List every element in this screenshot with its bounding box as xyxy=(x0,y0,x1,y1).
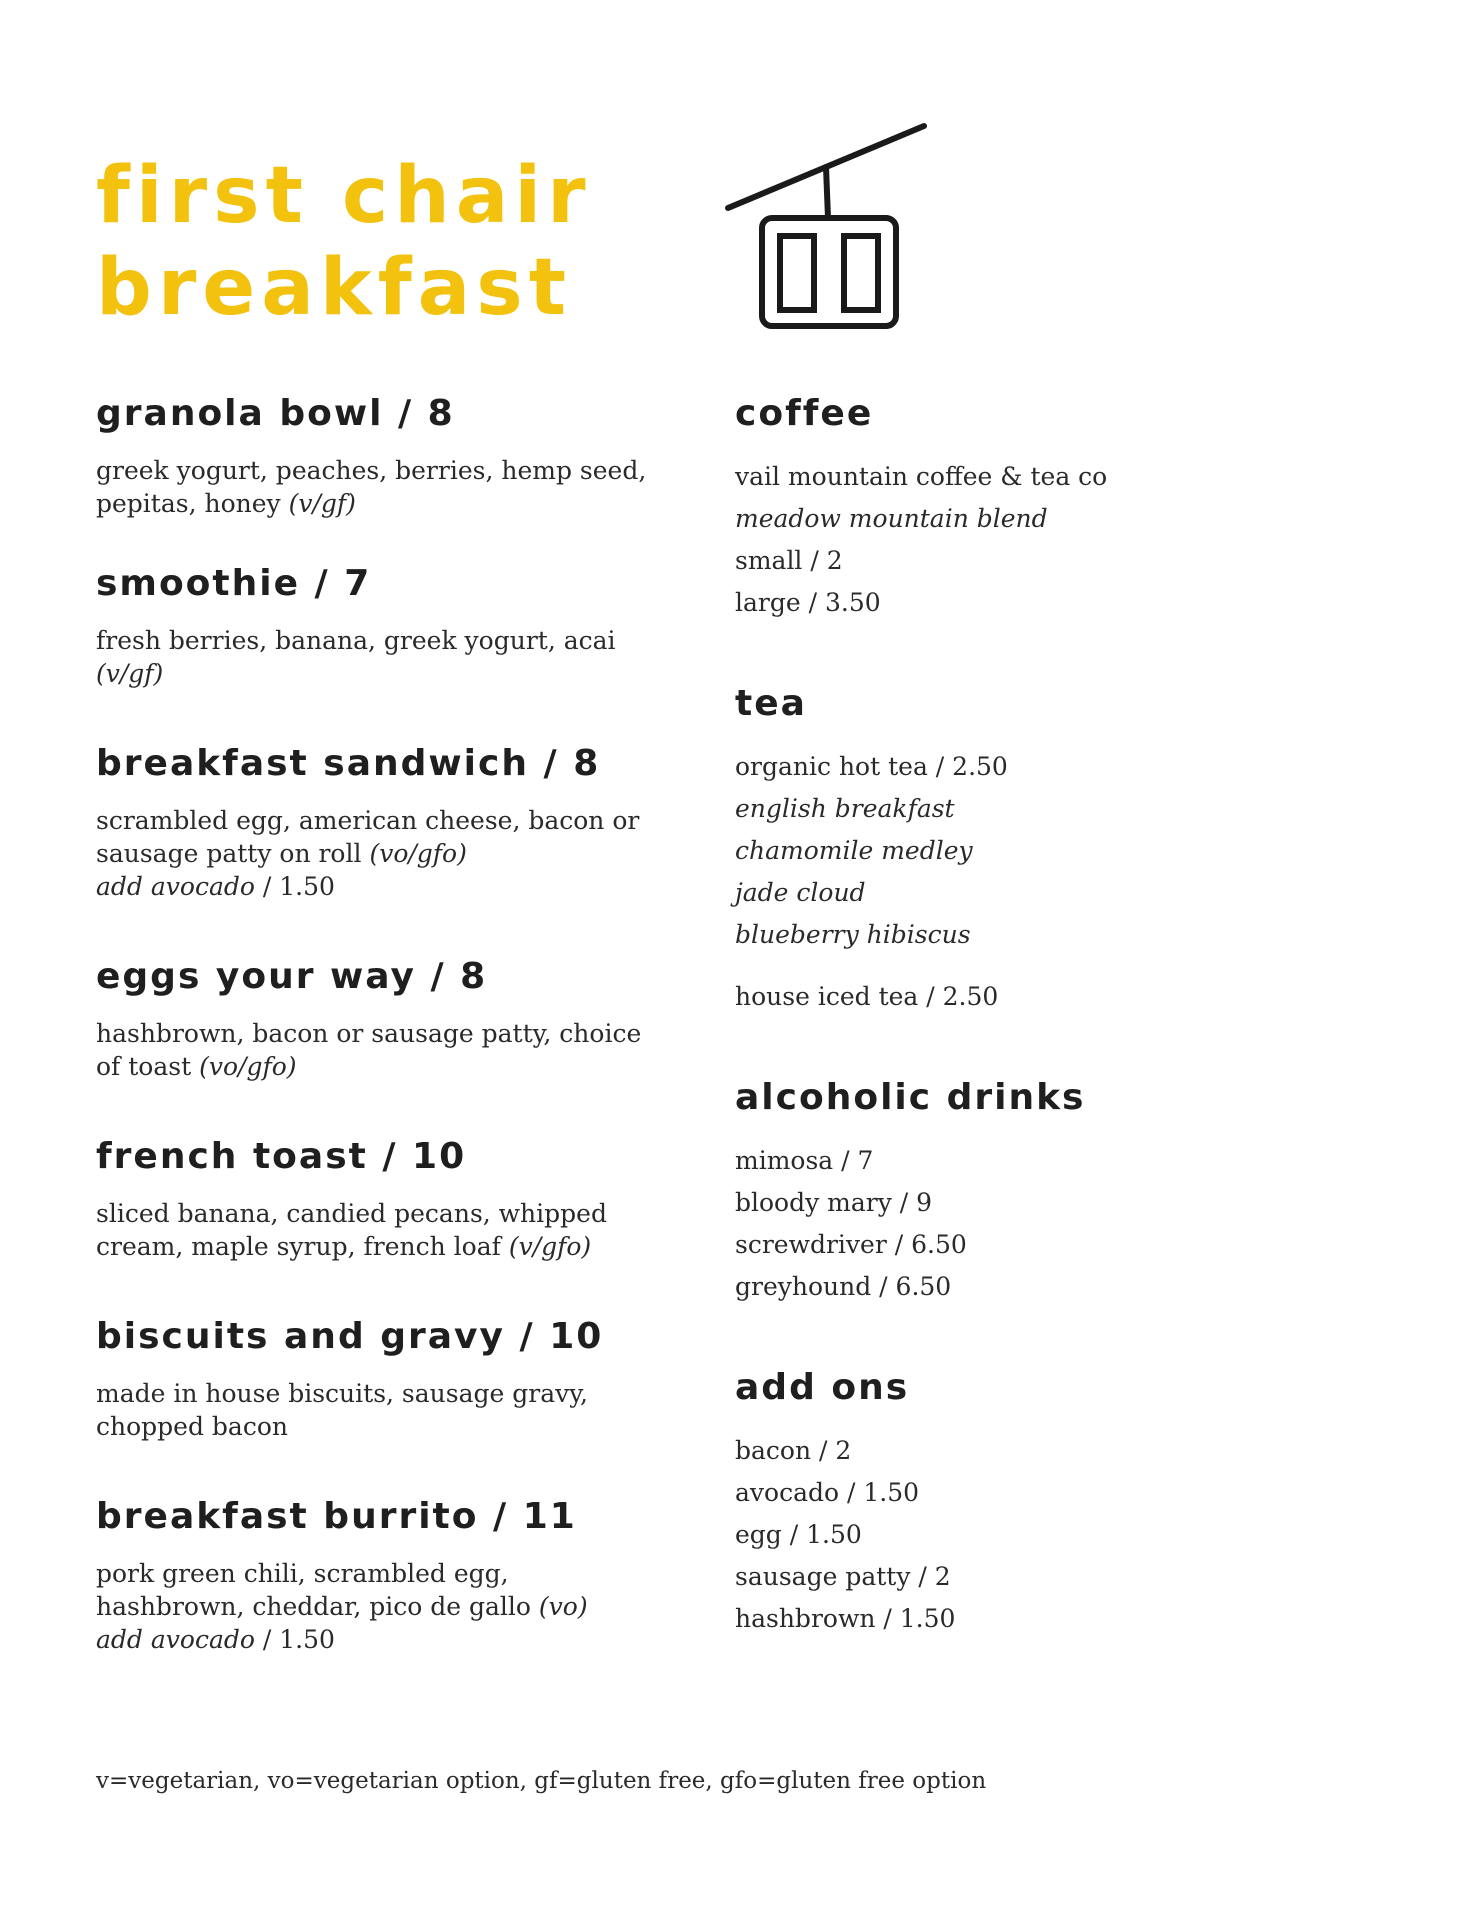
food-column xyxy=(96,392,656,1698)
iced-tea-price: house iced tea / 2.50 xyxy=(735,982,999,1011)
coffee-brand: vail mountain coffee & tea co xyxy=(735,462,1108,491)
diet-tag: (vo/gfo) xyxy=(199,1052,297,1081)
item-heading: smoothie / 7 xyxy=(96,563,372,604)
add-on-note: add avocado / 1.50 xyxy=(96,872,335,901)
section-heading: tea xyxy=(735,683,807,724)
menu-item xyxy=(96,955,656,1083)
addon-price: egg / 1.50 xyxy=(735,1520,862,1549)
diet-tag: (v/gf) xyxy=(96,659,164,688)
section-heading: alcoholic drinks xyxy=(735,1077,1086,1118)
section-heading: coffee xyxy=(735,393,874,434)
tea-flavor: blueberry hibiscus xyxy=(735,920,971,949)
menu-title xyxy=(96,150,592,334)
tea-flavor: chamomile medley xyxy=(735,836,973,865)
item-description: made in house biscuits, sausage gravy, chopped bacon xyxy=(96,1379,588,1441)
item-heading: breakfast burrito / 11 xyxy=(96,1496,577,1537)
item-description: hashbrown, bacon or sausage patty, choice of toast (vo/gfo) xyxy=(96,1019,642,1081)
menu-item xyxy=(96,562,656,690)
drink-price: greyhound / 6.50 xyxy=(735,1272,952,1301)
addon-price: sausage patty / 2 xyxy=(735,1562,951,1591)
add-on-note: add avocado / 1.50 xyxy=(96,1625,335,1654)
item-heading: eggs your way / 8 xyxy=(96,956,488,997)
drinks-column xyxy=(735,392,1335,1698)
addon-price: bacon / 2 xyxy=(735,1436,852,1465)
item-heading: french toast / 10 xyxy=(96,1136,467,1177)
alcohol-section xyxy=(735,1076,1335,1308)
item-heading: breakfast sandwich / 8 xyxy=(96,743,601,784)
menu-item xyxy=(96,1495,656,1656)
item-description: pork green chili, scrambled egg, hashbrown, cheddar, pico de gallo (vo) xyxy=(96,1559,588,1621)
diet-tag: (vo) xyxy=(538,1592,588,1621)
coffee-blend: meadow mountain blend xyxy=(735,504,1048,533)
drink-price: mimosa / 7 xyxy=(735,1146,874,1175)
item-heading: biscuits and gravy / 10 xyxy=(96,1316,604,1357)
menu-item xyxy=(96,742,656,903)
drink-price: screwdriver / 6.50 xyxy=(735,1230,967,1259)
item-description: fresh berries, banana, greek yogurt, acai (v/gf) xyxy=(96,626,616,688)
addon-price: hashbrown / 1.50 xyxy=(735,1604,956,1633)
diet-tag: (v/gf) xyxy=(288,489,356,518)
section-heading: add ons xyxy=(735,1367,910,1408)
item-description: sliced banana, candied pecans, whipped cream, maple syrup, french loaf (v/gfo) xyxy=(96,1199,607,1261)
tea-section xyxy=(735,682,1335,1018)
title-line-1: first chair xyxy=(96,151,592,241)
item-heading: granola bowl / 8 xyxy=(96,393,455,434)
item-description: scrambled egg, american cheese, bacon or sausage patty on roll (vo/gfo) xyxy=(96,806,640,868)
drink-price: bloody mary / 9 xyxy=(735,1188,933,1217)
menu-item xyxy=(96,1135,656,1263)
tea-flavor: jade cloud xyxy=(735,878,866,907)
item-description: greek yogurt, peaches, berries, hemp seed, pepitas, honey (v/gf) xyxy=(96,456,647,518)
tea-flavor: english breakfast xyxy=(735,794,955,823)
title-line-2: breakfast xyxy=(96,243,572,333)
diet-tag: (v/gfo) xyxy=(508,1232,592,1261)
menu-item xyxy=(96,392,656,520)
size-price: large / 3.50 xyxy=(735,588,881,617)
diet-tag: (vo/gfo) xyxy=(369,839,467,868)
size-price: small / 2 xyxy=(735,546,843,575)
addon-price: avocado / 1.50 xyxy=(735,1478,920,1507)
coffee-section xyxy=(735,392,1335,624)
gondola-lift-icon xyxy=(722,118,942,338)
diet-legend: v=vegetarian, vo=vegetarian option, gf=gluten free, gfo=gluten free option xyxy=(96,1768,987,1794)
addons-section xyxy=(735,1366,1335,1640)
menu-item xyxy=(96,1315,656,1443)
hot-tea-price: organic hot tea / 2.50 xyxy=(735,752,1008,781)
